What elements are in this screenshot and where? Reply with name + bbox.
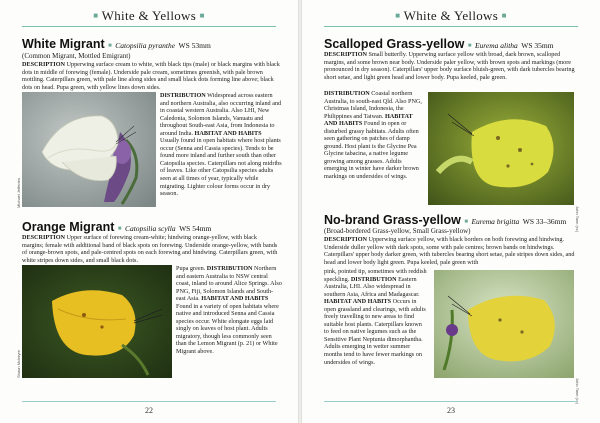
square-bullet-icon: ■ bbox=[108, 43, 112, 49]
no-brand-grass-yellow-butterfly-image bbox=[434, 270, 574, 378]
section-header-left: White & Yellows bbox=[101, 8, 197, 23]
scalloped-grass-yellow-description: DESCRIPTION Small butterfly. Upperwing surface yellow with broad, dark brown, scalloped margins, and some brown near body. Underside paler yellow, with brown spots and markings (more pronounced in dry season). Caterpillars' upper body surface bluish-green, with dark tubercles bearing short setae, and light green head and lower body. Pupa keeled, pale green. bbox=[324, 51, 575, 81]
species-name: Orange Migrant bbox=[22, 220, 115, 234]
white-migrant-photo bbox=[22, 92, 156, 207]
no-brand-grass-yellow-title bbox=[324, 213, 566, 227]
orange-migrant-title bbox=[22, 220, 211, 234]
species-name: No-brand Grass-yellow bbox=[324, 213, 461, 227]
scientific-name: Eurema brigitta bbox=[471, 217, 520, 226]
square-bullet-icon: ■ bbox=[395, 11, 401, 20]
wingspan: WS 53mm bbox=[178, 41, 211, 50]
scientific-name: Catopsilia pyranthe bbox=[115, 41, 176, 50]
white-migrant-distribution-habitat: DISTRIBUTION Widespread across eastern and northern Australia, also occurring inland and in coastal western Australia. Also LHI, New Caledonia, Solomon Islands, Vanuatu and throughout South-east Asia, from Indonesia to around India. HABITAT AND HABITS Usually found in open habitats where host plants occur (Senna and Cassia species). Tends to be found more inland and further south than other Catopsilia species. Caterpillars not along midribs of leaves. Like other Catopsilia species adults seen at all times of year, typically while migrating. Lighter colour forms occur in dry season. bbox=[160, 92, 282, 198]
photo-credit: John Tann (cc) bbox=[575, 378, 580, 405]
photo-credit: John Tann (cc) bbox=[575, 206, 580, 233]
scalloped-grass-yellow-photo bbox=[428, 92, 574, 205]
footer-rule bbox=[22, 401, 276, 402]
right-page-header bbox=[324, 8, 578, 27]
white-migrant-title bbox=[22, 37, 211, 51]
white-migrant-alt-names: (Common Migrant, Mottled Emigrant) bbox=[22, 52, 131, 60]
page-number-right: 23 bbox=[302, 406, 600, 415]
scientific-name: Catopsilia scylla bbox=[124, 224, 176, 233]
photo-credit: Michael Jefferies bbox=[16, 178, 21, 208]
section-header-right: White & Yellows bbox=[403, 8, 499, 23]
square-bullet-icon: ■ bbox=[93, 11, 99, 20]
wingspan: WS 33–36mm bbox=[522, 217, 567, 226]
footer-rule bbox=[324, 401, 578, 402]
orange-migrant-distribution-habitat: Pupa green. DISTRIBUTION Northern and eastern Australia to NSW central coast, inland to around Alice Springs. Also PNG, Fiji, Solomon Islands and South-east Asia. HABITAT AND HABITS Found in a variety of open habitats where native and introduced Senna and Cassia species occur. White elongate eggs laid singly on leaves of host plant. Adults migratory, though less commonly seen than the Lemon Migrant (p. 21) or White Migrant above. bbox=[176, 265, 282, 356]
scalloped-grass-yellow-title bbox=[324, 37, 554, 51]
square-bullet-icon: ■ bbox=[199, 11, 205, 20]
no-brand-grass-yellow-photo bbox=[434, 270, 574, 378]
species-name: Scalloped Grass-yellow bbox=[324, 37, 465, 51]
orange-migrant-description: DESCRIPTION Upper surface of forewing cream-white; hindwing orange-yellow, with black margins; female with additional band of black spots on forewing. Underside orange-yellow, with bands of orange-brown spots, and pale-centred spots on each forewing and hindwing. Caterpillars green, with white stripes down sides, and small black dots. bbox=[22, 234, 278, 264]
scalloped-grass-yellow-butterfly-image bbox=[428, 92, 574, 205]
right-page bbox=[302, 0, 600, 423]
white-migrant-description: DESCRIPTION Upperwing surface cream to white, with black tips (male) or black margins with black dots in middle of forewing (female). Underside pale cream, sometimes greenish, with pale brown mottling. Caterpillars green, with pale line along sides and small black dots forming line above; black dots on head. Pupa green, with yellow lines down sides. bbox=[22, 61, 280, 91]
photo-credit: Shaun McIntyre bbox=[16, 349, 21, 378]
white-migrant-butterfly-image bbox=[22, 92, 156, 207]
species-name: White Migrant bbox=[22, 37, 105, 51]
no-brand-grass-yellow-description: DESCRIPTION Upperwing surface yellow, with black borders on both forewing and hindwing. Underside duller yellow with dark spots, some with pale centres; brown bands on hindwings. Caterpillars' upper body darker green, with tubercles bearing short setae, pale stripes down sides, and head and lower body light green. Pupa keeled, pale green with bbox=[324, 236, 575, 266]
scalloped-grass-yellow-distribution-habitat: DISTRIBUTION Coastal northern Australia, to south-east Qld. Also PNG, Christmas Island, Indonesia, the Philippines and Taiwan. HABITAT AND HABITS Found in open or disturbed grassy habitats. Adults often seen gathering on patches of damp ground. Host plant is the Glycine Pea Glycine tabacina, a native legume growing among grasses. Adults emerging in winter have darker brown markings on undersides of wings. bbox=[324, 90, 422, 181]
square-bullet-icon: ■ bbox=[117, 226, 122, 232]
square-bullet-icon: ■ bbox=[467, 43, 472, 49]
left-page bbox=[0, 0, 298, 423]
orange-migrant-photo bbox=[22, 265, 172, 378]
square-bullet-icon: ■ bbox=[501, 11, 507, 20]
no-brand-grass-yellow-alt-names: (Broad-bordered Grass-yellow, Small Grass-yellow) bbox=[324, 227, 471, 235]
left-page-header bbox=[22, 8, 276, 27]
square-bullet-icon: ■ bbox=[464, 219, 468, 225]
wingspan: WS 35mm bbox=[521, 41, 554, 50]
wingspan: WS 54mm bbox=[179, 224, 212, 233]
no-brand-grass-yellow-distribution-habitat: pink, pointed tip, sometimes with reddish speckling. DISTRIBUTION Eastern Australia, LHI. Also widespread in southern Asia, Africa and Madagascar. HABITAT AND HABITS Occurs in open grassland and clearings, with adults freely travelling to new areas to find suitable host plants. Caterpillars known to feed on native legumes such as the Sensitive Plant Neptunia dimorphantha. Adults emerging in wetter summer months tend to have fewer markings on undersides of wings. bbox=[324, 268, 427, 366]
orange-migrant-butterfly-image bbox=[22, 265, 172, 378]
scientific-name: Eurema alitha bbox=[474, 41, 518, 50]
page-number-left: 22 bbox=[0, 406, 298, 415]
